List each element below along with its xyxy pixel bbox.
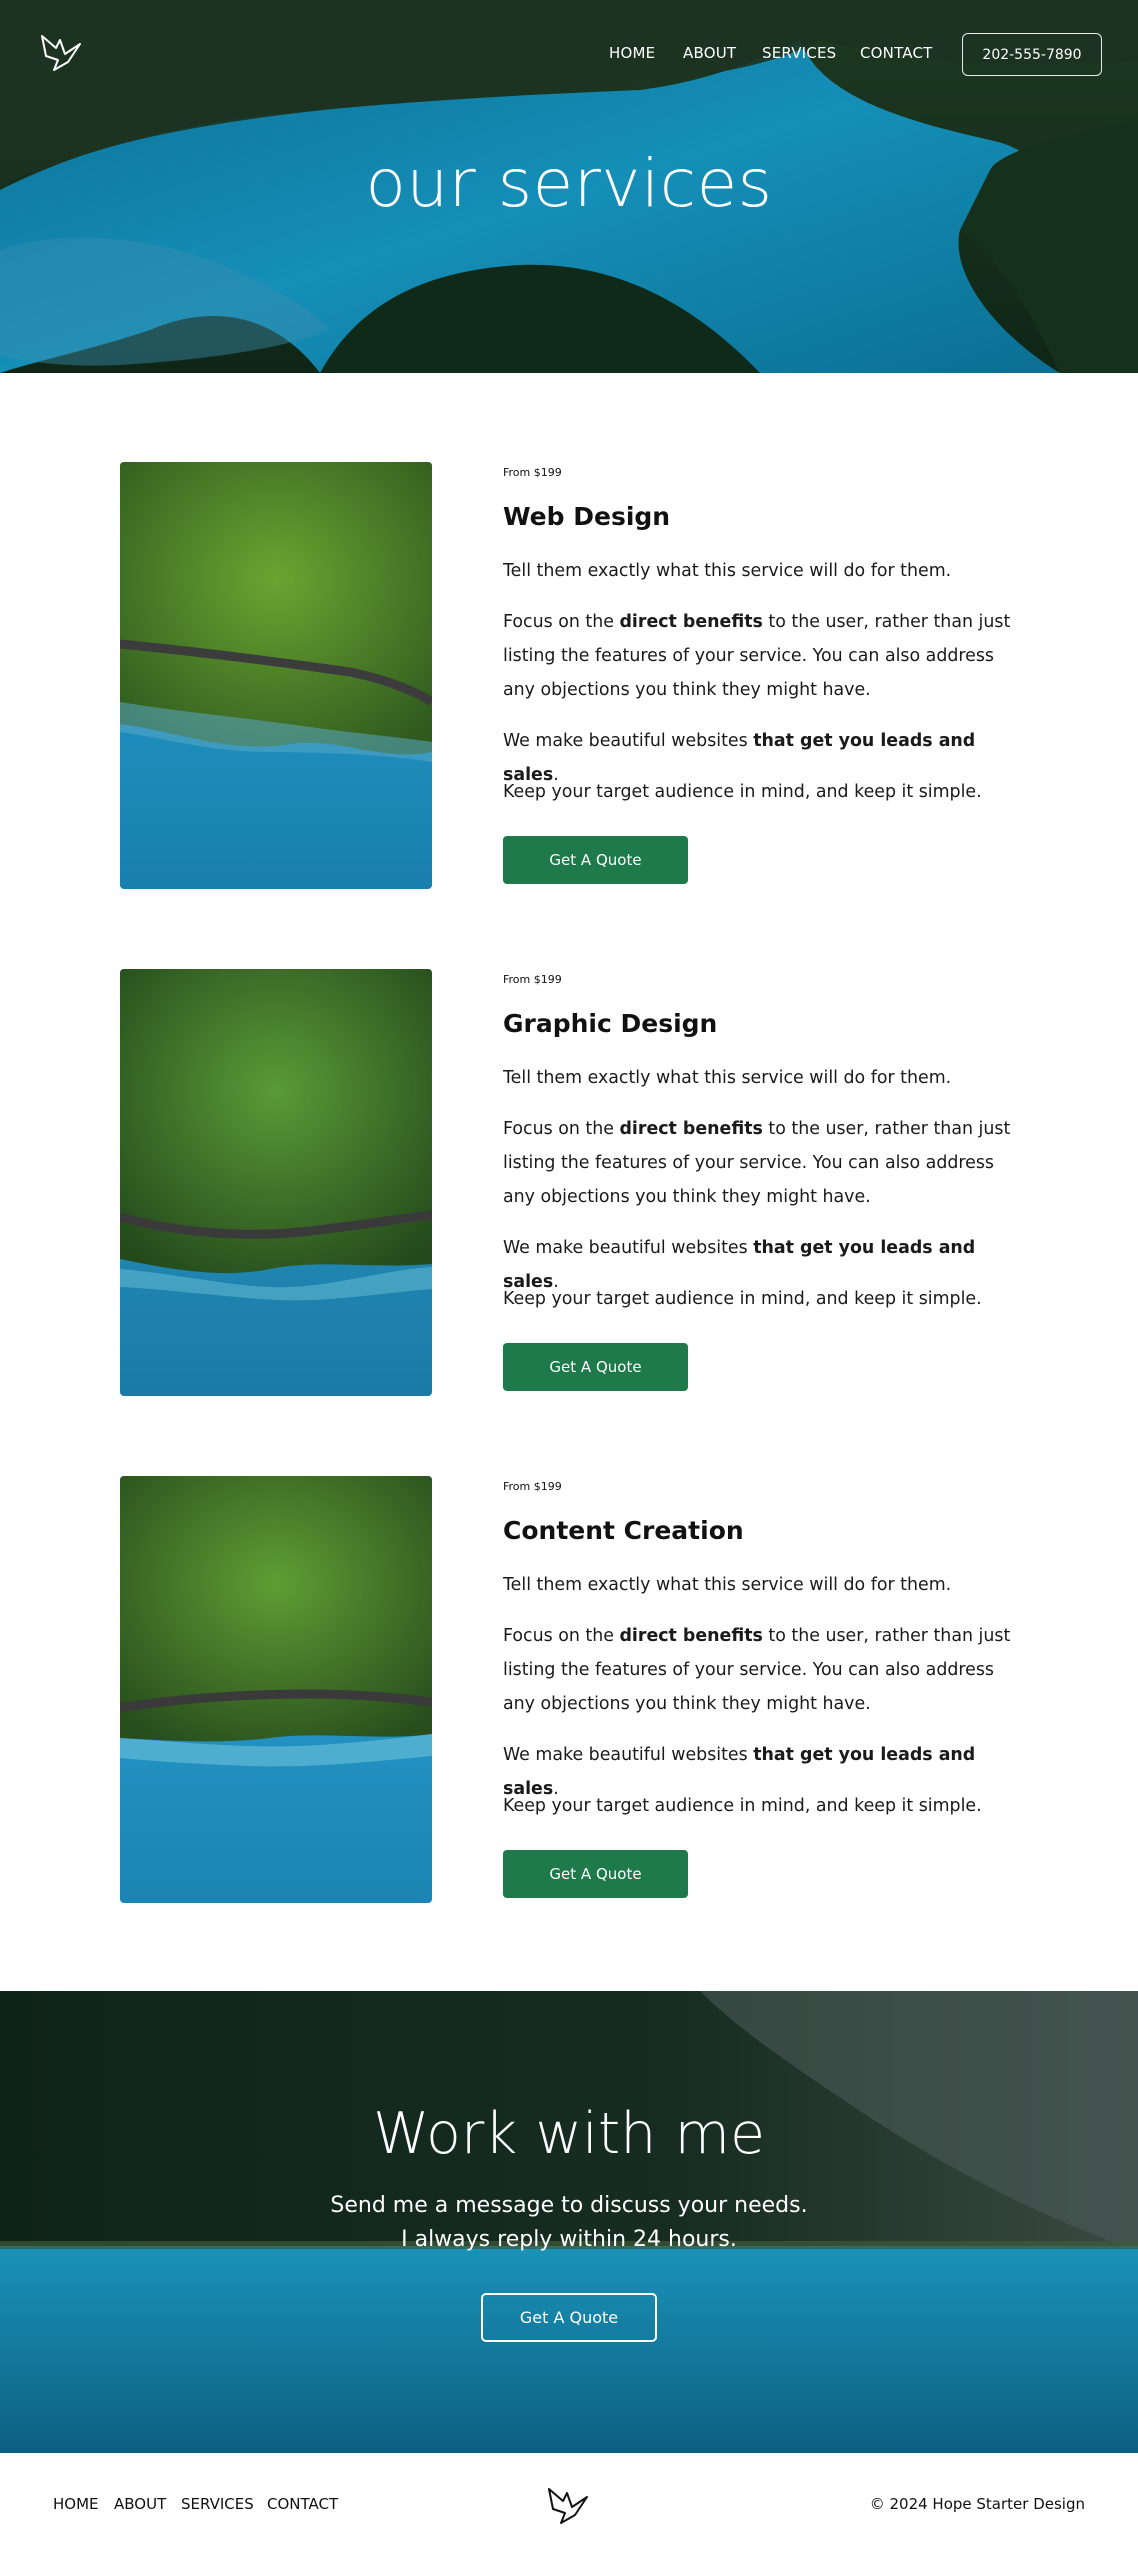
- nav-home[interactable]: HOME: [609, 44, 656, 62]
- cta-subtitle: I always reply within 24 hours.: [401, 2227, 737, 2252]
- forest-water-image: [120, 1476, 432, 1903]
- dove-icon[interactable]: [545, 2483, 591, 2529]
- nav-services[interactable]: SERVICES: [762, 44, 837, 62]
- footer: [0, 2453, 1138, 2560]
- service-paragraph: We make beautiful websites that get you leads and sales.: [503, 1238, 976, 1292]
- footer-nav-contact[interactable]: CONTACT: [267, 2495, 339, 2513]
- footer-nav-about[interactable]: ABOUT: [114, 2495, 167, 2513]
- nav-about[interactable]: ABOUT: [683, 44, 737, 62]
- service-image: [120, 462, 432, 889]
- service-paragraph: We make beautiful websites that get you leads and sales.: [503, 731, 976, 785]
- service-image: [120, 1476, 432, 1903]
- copyright-text: © 2024 Hope Starter Design: [869, 2495, 1085, 2513]
- service-title: Web Design: [503, 502, 671, 531]
- service-paragraph: Tell them exactly what this service will do for them.: [503, 561, 952, 581]
- service-price: From $199: [503, 973, 562, 986]
- nav-contact[interactable]: CONTACT: [860, 44, 933, 62]
- service-card-graphic-design: [0, 969, 1138, 1399]
- service-paragraph: Keep your target audience in mind, and keep it simple.: [503, 1289, 982, 1309]
- service-paragraph: Keep your target audience in mind, and keep it simple.: [503, 1796, 982, 1816]
- mountain-lake-background: [0, 1991, 1138, 2453]
- service-paragraph: Focus on the direct benefits to the user, rather than just listing the features of your service. You can also address any objections you think they might have.: [503, 1119, 1011, 1207]
- footer-nav-home[interactable]: HOME: [53, 2495, 99, 2513]
- service-paragraph: Tell them exactly what this service will do for them.: [503, 1068, 952, 1088]
- get-quote-button[interactable]: Get A Quote: [503, 1343, 688, 1391]
- service-card-content-creation: [0, 1476, 1138, 1906]
- cta-title: Work with me: [372, 2101, 766, 2167]
- get-quote-button[interactable]: Get A Quote: [503, 1850, 688, 1898]
- footer-nav-services[interactable]: SERVICES: [181, 2495, 254, 2513]
- cta-get-quote-button[interactable]: Get A Quote: [481, 2293, 657, 2342]
- phone-button[interactable]: 202-555-7890: [962, 33, 1102, 76]
- service-card-web-design: [0, 462, 1138, 892]
- service-paragraph: Focus on the direct benefits to the user, rather than just listing the features of your service. You can also address any objections you think they might have.: [503, 612, 1011, 700]
- service-price: From $199: [503, 466, 562, 479]
- service-price: From $199: [503, 1480, 562, 1493]
- service-paragraph: We make beautiful websites that get you leads and sales.: [503, 1745, 976, 1799]
- service-paragraph: Keep your target audience in mind, and keep it simple.: [503, 782, 982, 802]
- cta-subtitle: Send me a message to discuss your needs.: [330, 2193, 808, 2218]
- service-title: Graphic Design: [503, 1009, 718, 1038]
- service-title: Content Creation: [503, 1516, 744, 1545]
- forest-water-image: [120, 969, 432, 1396]
- service-image: [120, 969, 432, 1396]
- page-title: our services: [365, 145, 773, 222]
- get-quote-button[interactable]: Get A Quote: [503, 836, 688, 884]
- service-paragraph: Tell them exactly what this service will do for them.: [503, 1575, 952, 1595]
- service-paragraph: Focus on the direct benefits to the user, rather than just listing the features of your service. You can also address any objections you think they might have.: [503, 1626, 1011, 1714]
- forest-water-image: [120, 462, 432, 889]
- hero-header: [0, 0, 1138, 373]
- work-with-me-section: [0, 1991, 1138, 2453]
